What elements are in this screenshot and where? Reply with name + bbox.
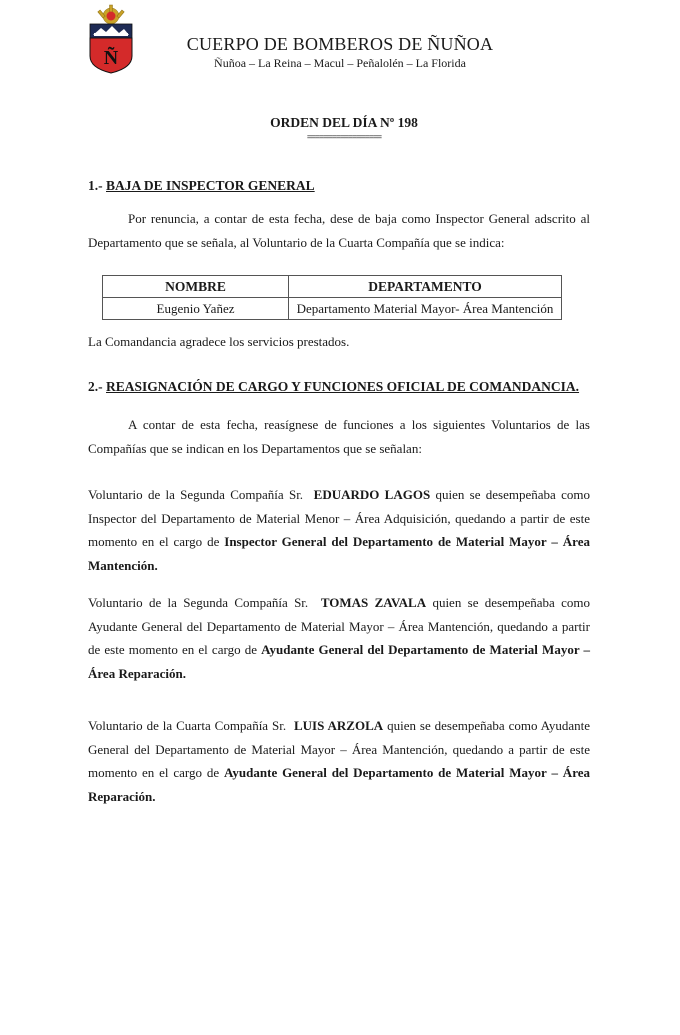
fire-department-crest-icon bbox=[86, 4, 136, 74]
entry-2-middle: quien se desempeñaba como Ayudante General del Departamento de Material Mayor – Área Mantención, quedando a partir de este momento en el cargo de bbox=[88, 595, 590, 657]
reassignment-entry-3 bbox=[88, 714, 590, 808]
entry-2-new-role: Ayudante General del Departamento de Material Mayor – Área Reparación. bbox=[88, 642, 590, 681]
organization-communes: Ñuñoa – La Reina – Macul – Peñalolén – La Florida bbox=[214, 56, 466, 70]
entry-3-new-role: Ayudante General del Departamento de Material Mayor – Área Reparación. bbox=[88, 765, 590, 804]
entry-1-name: EDUARDO LAGOS bbox=[313, 487, 431, 502]
entry-1-middle: quien se desempeñaba como Inspector del Departamento de Material Menor – Área Adquisición, quedando a partir de este momento en el cargo de bbox=[88, 487, 590, 549]
cell-departamento: Departamento Material Mayor- Área Mantención bbox=[289, 298, 562, 320]
order-heading bbox=[0, 115, 680, 141]
entry-3-prefix: Voluntario de la Cuarta Compañía Sr. bbox=[88, 718, 287, 733]
organization-name: CUERPO DE BOMBEROS DE ÑUÑOA bbox=[186, 34, 494, 54]
table-header-row bbox=[103, 276, 562, 298]
section-2-heading bbox=[88, 379, 579, 395]
order-title: ORDEN DEL DÍA Nº 198 bbox=[270, 115, 418, 130]
section-1-intro: Por renuncia, a contar de esta fecha, dese de baja como Inspector General adscrito al Departamento que se señala, al Voluntario de la Cuarta Compañía que se indica: bbox=[88, 211, 590, 250]
inspector-table bbox=[102, 275, 562, 320]
section-1-number: 1.- bbox=[88, 178, 103, 193]
section-1-title: BAJA DE INSPECTOR GENERAL bbox=[106, 178, 315, 193]
section-2-intro: A contar de esta fecha, reasígnese de funciones a los siguientes Voluntarios de las Compañías que se indican en los Departamentos que se señalan: bbox=[88, 417, 590, 456]
entry-1-new-role: Inspector General del Departamento de Material Mayor – Área Mantención. bbox=[88, 534, 590, 573]
section-2-number: 2.- bbox=[88, 379, 103, 394]
order-title-underline: ================== bbox=[306, 132, 382, 142]
section-1-closing: La Comandancia agradece los servicios prestados. bbox=[88, 334, 350, 349]
table-row bbox=[103, 298, 562, 320]
crest-letter: Ñ bbox=[103, 47, 119, 69]
entry-2-name: TOMAS ZAVALA bbox=[320, 595, 427, 610]
reassignment-entry-2 bbox=[88, 591, 590, 685]
section-1-heading bbox=[88, 178, 315, 194]
entry-2-prefix: Voluntario de la Segunda Compañía Sr. bbox=[88, 595, 309, 610]
column-header-departamento: DEPARTAMENTO bbox=[289, 276, 562, 298]
entry-3-name: LUIS ARZOLA bbox=[293, 718, 384, 733]
cell-nombre: Eugenio Yañez bbox=[103, 298, 289, 320]
section-2-title: REASIGNACIÓN DE CARGO Y FUNCIONES OFICIAL DE COMANDANCIA. bbox=[106, 379, 580, 394]
column-header-nombre: NOMBRE bbox=[103, 276, 289, 298]
entry-1-prefix: Voluntario de la Segunda Compañía Sr. bbox=[88, 487, 304, 502]
entry-3-middle: quien se desempeñaba como Ayudante General del Departamento de Material Mayor – Área Mantención, quedando a partir de este momento en el cargo de bbox=[88, 718, 591, 780]
reassignment-entry-1 bbox=[88, 483, 590, 577]
